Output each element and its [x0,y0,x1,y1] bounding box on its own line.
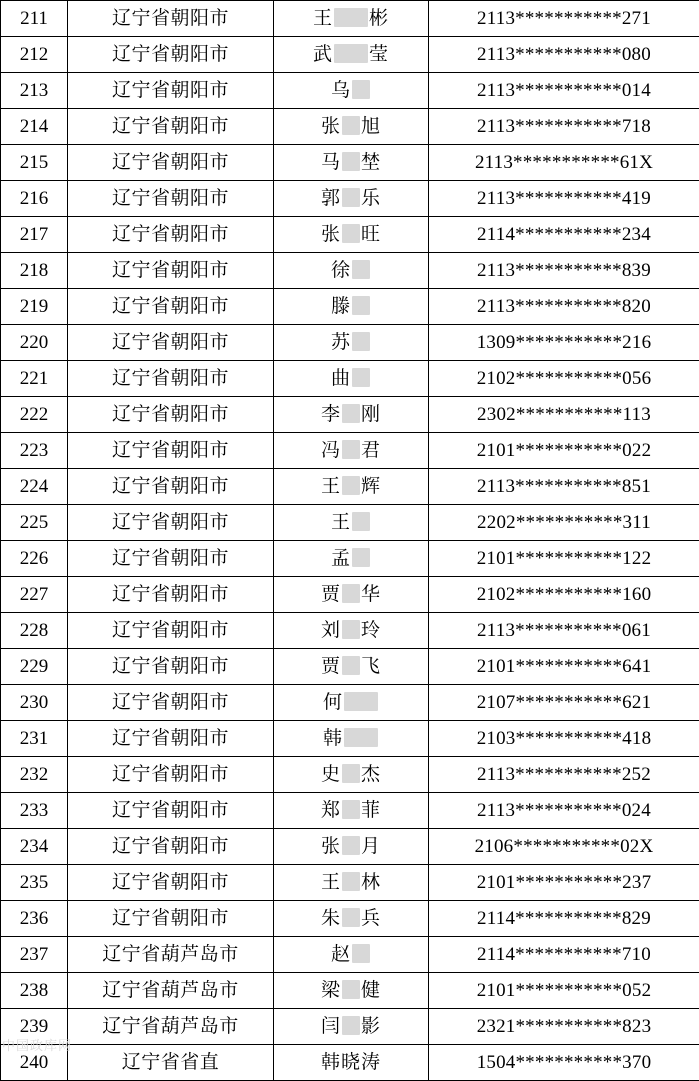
name-visible-prefix: 武 [313,44,333,65]
table-row [1,361,699,397]
name-visible-prefix: 冯 [321,440,341,461]
row-name [274,325,429,361]
row-region: 辽宁省朝阳市 [68,145,274,181]
name-visible-suffix: 林 [361,872,381,893]
row-id-number: 2113***********024 [429,793,699,829]
row-name [274,181,429,217]
row-region: 辽宁省朝阳市 [68,829,274,865]
name-visible-prefix: 张 [321,116,341,137]
name-visible-prefix: 朱 [321,908,341,929]
table-row [1,901,699,937]
name-redaction-block [352,80,370,99]
row-region: 辽宁省葫芦岛市 [68,973,274,1009]
row-index: 212 [1,37,68,73]
row-region: 辽宁省朝阳市 [68,757,274,793]
row-id-number: 2114***********829 [429,901,699,937]
table-row [1,757,699,793]
name-redaction-block [334,44,368,63]
row-index: 215 [1,145,68,181]
row-name [274,937,429,973]
row-index: 217 [1,217,68,253]
name-visible-prefix: 王 [321,476,341,497]
name-wrapper [321,578,381,611]
row-index: 236 [1,901,68,937]
name-wrapper [331,326,371,359]
name-visible-prefix: 马 [321,152,341,173]
row-name [274,829,429,865]
name-redaction-block [352,548,370,567]
name-visible-suffix: 杰 [361,764,381,785]
name-wrapper [323,722,379,755]
row-name [274,613,429,649]
row-name [274,901,429,937]
row-region: 辽宁省朝阳市 [68,901,274,937]
row-id-number: 2113***********252 [429,757,699,793]
name-redaction-block [342,620,360,639]
name-wrapper [321,794,381,827]
row-index: 211 [1,1,68,37]
name-visible-suffix: 旺 [361,224,381,245]
name-visible-prefix: 乌 [331,80,351,101]
name-visible-suffix: 菲 [361,800,381,821]
row-index: 220 [1,325,68,361]
row-name [274,1009,429,1045]
row-index: 239 [1,1009,68,1045]
name-wrapper [321,974,381,1007]
row-id-number: 2101***********641 [429,649,699,685]
row-name [274,73,429,109]
row-name [274,1045,429,1081]
name-wrapper [331,74,371,107]
row-index: 213 [1,73,68,109]
row-name [274,1,429,37]
row-index: 235 [1,865,68,901]
row-name [274,721,429,757]
name-wrapper [321,218,381,251]
name-visible-suffix: 兵 [361,908,381,929]
name-redaction-block [352,332,370,351]
name-visible-prefix: 李 [321,404,341,425]
name-redaction-block [342,584,360,603]
row-name [274,397,429,433]
name-visible-suffix: 莹 [369,44,389,65]
name-visible-suffix: 影 [361,1016,381,1037]
watermark-text: 中国政库网 [2,1035,72,1054]
name-visible-prefix: 王 [313,8,333,29]
row-name [274,541,429,577]
name-visible-suffix: 旭 [361,116,381,137]
row-region: 辽宁省朝阳市 [68,109,274,145]
name-redaction-block [342,224,360,243]
name-wrapper [321,434,381,467]
row-id-number: 1504***********370 [429,1045,699,1081]
name-visible-prefix: 孟 [331,548,351,569]
row-region: 辽宁省省直 [68,1045,274,1081]
table-row [1,181,699,217]
row-index: 229 [1,649,68,685]
row-id-number: 2302***********113 [429,397,699,433]
row-name [274,685,429,721]
row-index: 238 [1,973,68,1009]
name-redaction-block [342,440,360,459]
row-index: 233 [1,793,68,829]
name-redaction-block [342,980,360,999]
name-wrapper [323,686,379,719]
table-row [1,433,699,469]
table-row [1,973,699,1009]
table-row [1,1,699,37]
name-wrapper [321,614,381,647]
table-row [1,37,699,73]
name-visible-suffix: 飞 [361,656,381,677]
row-name [274,253,429,289]
name-visible-suffix: 华 [361,584,381,605]
row-id-number: 2106***********02X [429,829,699,865]
name-visible-suffix: 埜 [361,152,381,173]
name-visible-prefix: 张 [321,224,341,245]
row-id-number: 1309***********216 [429,325,699,361]
name-wrapper [321,146,381,179]
row-id-number: 2113***********851 [429,469,699,505]
row-index: 222 [1,397,68,433]
name-redaction-block [342,476,360,495]
row-id-number: 2113***********061 [429,613,699,649]
name-visible-prefix: 何 [323,692,343,713]
row-region: 辽宁省朝阳市 [68,433,274,469]
table-row [1,325,699,361]
row-name [274,757,429,793]
name-redaction-block [342,800,360,819]
row-region: 辽宁省朝阳市 [68,721,274,757]
table-row [1,397,699,433]
name-wrapper [321,758,381,791]
name-wrapper [321,470,381,503]
table-row [1,829,699,865]
name-visible-prefix: 贾 [321,584,341,605]
row-region: 辽宁省朝阳市 [68,361,274,397]
row-id-number: 2113***********014 [429,73,699,109]
name-visible-suffix: 健 [361,980,381,1001]
row-name [274,217,429,253]
name-redaction-block [342,908,360,927]
name-visible-prefix: 徐 [331,260,351,281]
table-row [1,217,699,253]
name-wrapper [321,1046,381,1079]
name-wrapper [321,830,381,863]
row-id-number: 2114***********234 [429,217,699,253]
name-redaction-block [352,296,370,315]
table-row [1,793,699,829]
roster-table-body [1,1,699,1081]
row-id-number: 2102***********160 [429,577,699,613]
row-index: 240 [1,1045,68,1081]
row-id-number: 2113***********820 [429,289,699,325]
name-visible-prefix: 梁 [321,980,341,1001]
row-region: 辽宁省朝阳市 [68,685,274,721]
table-row [1,937,699,973]
row-region: 辽宁省朝阳市 [68,865,274,901]
row-region: 辽宁省朝阳市 [68,577,274,613]
row-name [274,973,429,1009]
row-region: 辽宁省朝阳市 [68,73,274,109]
row-region: 辽宁省朝阳市 [68,505,274,541]
table-row [1,613,699,649]
row-id-number: 2113***********61X [429,145,699,181]
table-row [1,721,699,757]
table-row [1,1009,699,1045]
name-visible-suffix: 月 [361,836,381,857]
row-index: 227 [1,577,68,613]
table-row [1,1045,699,1081]
row-index: 234 [1,829,68,865]
row-id-number: 2103***********418 [429,721,699,757]
name-wrapper [313,38,389,71]
name-wrapper [321,866,381,899]
row-id-number: 2101***********052 [429,973,699,1009]
name-visible-prefix: 王 [321,872,341,893]
name-redaction-block [352,512,370,531]
name-redaction-block [352,260,370,279]
table-row [1,865,699,901]
table-row [1,469,699,505]
table-row [1,253,699,289]
row-name [274,793,429,829]
row-name [274,505,429,541]
row-region: 辽宁省朝阳市 [68,37,274,73]
name-wrapper [321,902,381,935]
row-id-number: 2107***********621 [429,685,699,721]
name-redaction-block [342,872,360,891]
row-region: 辽宁省朝阳市 [68,181,274,217]
name-visible-prefix: 闫 [321,1016,341,1037]
row-region: 辽宁省朝阳市 [68,541,274,577]
row-id-number: 2102***********056 [429,361,699,397]
row-name [274,37,429,73]
table-row [1,577,699,613]
row-id-number: 2114***********710 [429,937,699,973]
name-visible-prefix: 滕 [331,296,351,317]
name-redaction-block [342,836,360,855]
row-index: 232 [1,757,68,793]
row-index: 237 [1,937,68,973]
row-region: 辽宁省朝阳市 [68,289,274,325]
row-index: 219 [1,289,68,325]
name-wrapper [321,398,381,431]
name-visible-prefix: 苏 [331,332,351,353]
name-wrapper [331,362,371,395]
row-name [274,649,429,685]
name-visible-prefix: 贾 [321,656,341,677]
name-wrapper [331,542,371,575]
row-region: 辽宁省朝阳市 [68,469,274,505]
name-visible-prefix: 张 [321,836,341,857]
row-region: 辽宁省朝阳市 [68,649,274,685]
row-id-number: 2113***********419 [429,181,699,217]
table-row [1,505,699,541]
name-redaction-block [352,368,370,387]
name-redaction-block [342,1016,360,1035]
row-id-number: 2101***********022 [429,433,699,469]
row-index: 216 [1,181,68,217]
row-index: 228 [1,613,68,649]
name-visible-prefix: 韩 [323,728,343,749]
name-wrapper [331,290,371,323]
name-visible-prefix: 赵 [331,944,351,965]
name-visible-suffix: 彬 [369,8,389,29]
name-visible-suffix: 君 [361,440,381,461]
name-visible-suffix: 玲 [361,620,381,641]
name-wrapper [313,2,389,35]
table-row [1,541,699,577]
row-index: 214 [1,109,68,145]
row-name [274,109,429,145]
name-redaction-block [342,116,360,135]
name-visible-prefix: 王 [331,512,351,533]
name-redaction-block [344,728,378,747]
table-row [1,289,699,325]
row-name [274,577,429,613]
name-visible-prefix: 韩晓涛 [321,1052,381,1073]
name-redaction-block [352,944,370,963]
row-region: 辽宁省葫芦岛市 [68,937,274,973]
name-wrapper [321,650,381,683]
name-wrapper [321,1010,381,1043]
row-name [274,433,429,469]
row-index: 218 [1,253,68,289]
name-wrapper [321,110,381,143]
name-wrapper [331,938,371,971]
table-row [1,145,699,181]
name-wrapper [331,506,371,539]
name-wrapper [331,254,371,287]
row-id-number: 2113***********080 [429,37,699,73]
row-index: 230 [1,685,68,721]
row-region: 辽宁省葫芦岛市 [68,1009,274,1045]
row-index: 226 [1,541,68,577]
name-redaction-block [342,764,360,783]
name-wrapper [321,182,381,215]
name-visible-suffix: 乐 [361,188,381,209]
name-redaction-block [342,656,360,675]
name-visible-prefix: 郭 [321,188,341,209]
row-region: 辽宁省朝阳市 [68,253,274,289]
row-region: 辽宁省朝阳市 [68,1,274,37]
row-index: 224 [1,469,68,505]
row-region: 辽宁省朝阳市 [68,325,274,361]
row-region: 辽宁省朝阳市 [68,397,274,433]
row-name [274,145,429,181]
row-id-number: 2321***********823 [429,1009,699,1045]
name-redaction-block [342,404,360,423]
name-redaction-block [344,692,378,711]
row-id-number: 2113***********718 [429,109,699,145]
name-visible-prefix: 史 [321,764,341,785]
row-index: 225 [1,505,68,541]
row-name [274,469,429,505]
name-visible-suffix: 辉 [361,476,381,497]
row-region: 辽宁省朝阳市 [68,217,274,253]
row-name [274,289,429,325]
row-region: 辽宁省朝阳市 [68,793,274,829]
row-index: 223 [1,433,68,469]
row-name [274,865,429,901]
row-name [274,361,429,397]
name-visible-prefix: 刘 [321,620,341,641]
name-visible-suffix: 刚 [361,404,381,425]
table-row [1,685,699,721]
table-row [1,73,699,109]
row-id-number: 2101***********122 [429,541,699,577]
row-id-number: 2101***********237 [429,865,699,901]
name-visible-prefix: 曲 [331,368,351,389]
row-index: 231 [1,721,68,757]
row-region: 辽宁省朝阳市 [68,613,274,649]
table-row [1,109,699,145]
row-id-number: 2113***********271 [429,1,699,37]
row-id-number: 2202***********311 [429,505,699,541]
table-row [1,649,699,685]
name-redaction-block [342,188,360,207]
name-visible-prefix: 郑 [321,800,341,821]
row-index: 221 [1,361,68,397]
name-redaction-block [334,8,368,27]
row-id-number: 2113***********839 [429,253,699,289]
name-redaction-block [342,152,360,171]
